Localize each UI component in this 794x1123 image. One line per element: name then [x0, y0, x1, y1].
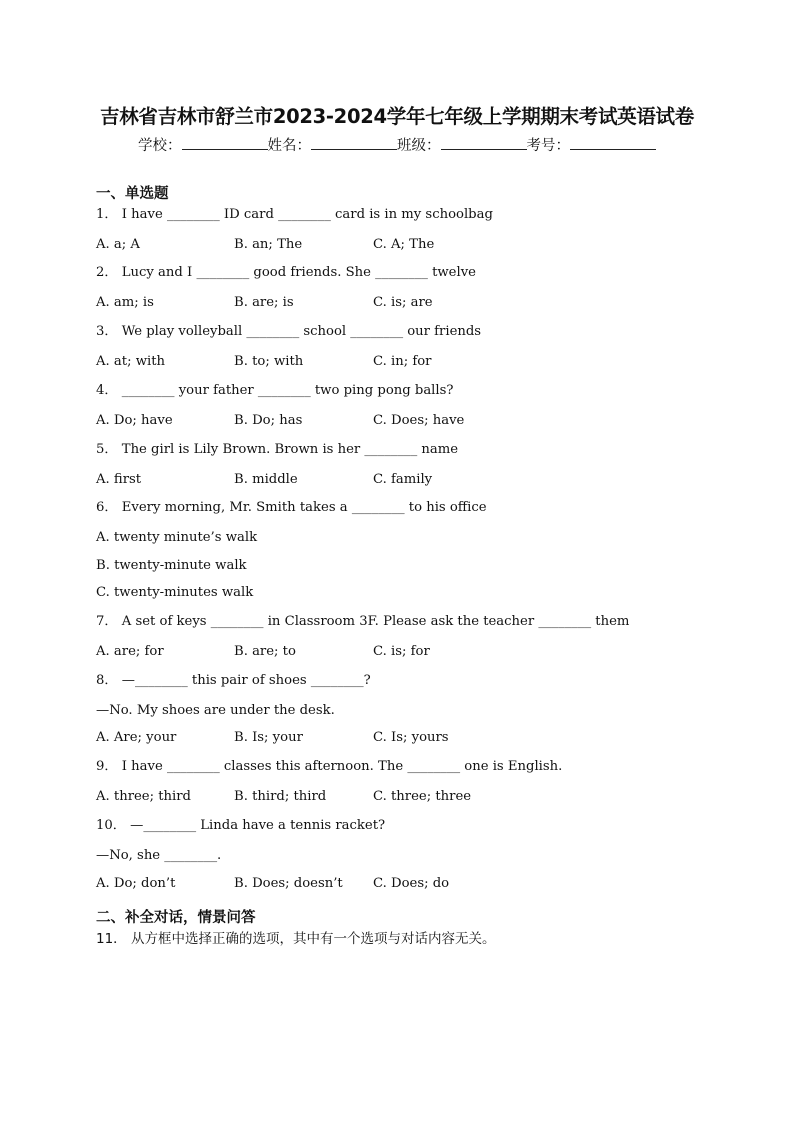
- question-5-stem: 5． The girl is Lily Brown. Brown is her ________ name: [96, 442, 459, 457]
- school-label: 学校：: [138, 138, 182, 154]
- option-b: B. third; third: [234, 789, 327, 804]
- option-a: A. Are; your: [96, 730, 177, 745]
- option-b: B. are; is: [234, 295, 294, 310]
- option-c: C. Does; do: [373, 876, 450, 891]
- name-label: 姓名：: [267, 138, 311, 154]
- option-c: C. Is; yours: [373, 730, 449, 745]
- option-a: A. Do; don’t: [96, 876, 176, 891]
- question-2-stem: 2． Lucy and I ________ good friends. She ________ twelve: [96, 265, 476, 280]
- option-c: C. in; for: [373, 354, 432, 369]
- option-c: C. three; three: [373, 789, 472, 804]
- question-6-stem: 6． Every morning, Mr. Smith takes a ________ to his office: [96, 500, 487, 515]
- option-a: A. are; for: [96, 644, 164, 659]
- option-c: C. A; The: [373, 237, 435, 252]
- option-a: A. at; with: [96, 354, 166, 369]
- question-7-stem: 7． A set of keys ________ in Classroom 3F. Please ask the teacher ________ them: [96, 614, 630, 629]
- option-b: B. an; The: [234, 237, 303, 252]
- option-b: B. Is; your: [234, 730, 303, 745]
- question-9-stem: 9． I have ________ classes this afternoon. The ________ one is English.: [96, 759, 563, 774]
- student-info-row: [0, 135, 794, 156]
- question-6-option-b: B. twenty-minute walk: [96, 558, 247, 573]
- question-10-reply: —No, she ________.: [96, 848, 222, 863]
- option-b: B. middle: [234, 472, 298, 487]
- number-label: 考号：: [526, 138, 570, 154]
- option-b: B. Does; doesn’t: [234, 876, 343, 891]
- option-c: C. Does; have: [373, 413, 465, 428]
- class-label: 班级：: [397, 138, 441, 154]
- section-heading-single-choice: 一、单选题: [96, 186, 169, 202]
- option-a: A. Do; have: [96, 413, 173, 428]
- option-c: C. family: [373, 472, 433, 487]
- question-8-reply: —No. My shoes are under the desk.: [96, 703, 335, 718]
- class-blank: [441, 135, 527, 150]
- question-6-option-c: C. twenty-minutes walk: [96, 585, 254, 600]
- question-8-stem: 8． —________ this pair of shoes ________?: [96, 673, 371, 688]
- option-b: B. Do; has: [234, 413, 303, 428]
- question-11-instruction: 11． 从方框中选择正确的选项，其中有一个选项与对话内容无关。: [96, 931, 496, 947]
- option-b: B. to; with: [234, 354, 304, 369]
- section-heading-dialogue: 二、补全对话，情景问答: [96, 910, 256, 926]
- question-10-stem: 10． —________ Linda have a tennis racket?: [96, 818, 386, 833]
- option-c: C. is; for: [373, 644, 430, 659]
- option-a: A. first: [96, 472, 142, 487]
- question-6-option-a: A. twenty minute’s walk: [96, 530, 258, 545]
- option-a: A. a; A: [96, 237, 140, 252]
- option-a: A. am; is: [96, 295, 154, 310]
- option-a: A. three; third: [96, 789, 192, 804]
- school-blank: [182, 135, 268, 150]
- exam-title: 吉林省吉林市舒兰市2023-2024学年七年级上学期期末考试英语试卷: [100, 105, 694, 128]
- question-4-stem: 4． ________ your father ________ two ping pong balls?: [96, 383, 454, 398]
- option-c: C. is; are: [373, 295, 433, 310]
- option-b: B. are; to: [234, 644, 296, 659]
- question-3-stem: 3． We play volleyball ________ school ________ our friends: [96, 324, 482, 339]
- name-blank: [311, 135, 397, 150]
- number-blank: [570, 135, 656, 150]
- question-1-stem: 1． I have ________ ID card ________ card is in my schoolbag: [96, 207, 493, 222]
